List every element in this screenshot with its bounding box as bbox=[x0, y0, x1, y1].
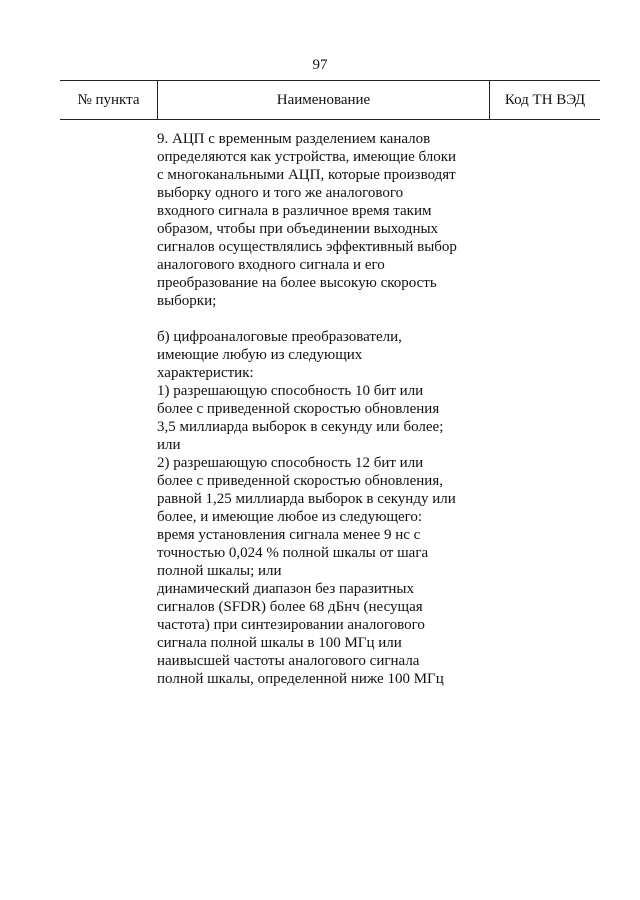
document-body bbox=[157, 130, 517, 688]
column-header-number: № пункта bbox=[60, 81, 158, 119]
column-header-name: Наименование bbox=[158, 81, 490, 119]
column-header-code: Код ТН ВЭД bbox=[504, 91, 586, 108]
page-number: 97 bbox=[312, 57, 328, 73]
paragraph-item-b-dac: б) цифроаналоговые преобразователи, имеющие любую из следующих характеристик: 1) разрешающую способность 10 бит или более с приведенной скоростью обновления 3,5 миллиарда выборок в секунду или более; или 2) разрешающую способность 12 бит или более с приведенной скоростью обновления, равной 1,25 миллиарда выборок в секунду или более, и имеющие любое из следующего: время установления сигнала менее 9 нс с точностью 0,024 % полной шкалы от шага полной шкалы; или динамический диапазон без паразитных сигналов (SFDR) более 68 дБнч (несущая частота) при синтезировании аналогового сигнала полной шкалы в 100 МГц или наивысшей частоты аналогового сигнала полной шкалы, определенной ниже 100 МГц bbox=[157, 329, 456, 687]
table-header bbox=[60, 80, 600, 120]
paragraph-item-9: 9. АЦП с временным разделением каналов определяются как устройства, имеющие блоки с многоканальными АЦП, которые производят выборку одного и того же аналогового входного сигнала в различное время таким образом, чтобы при объединении выходных сигналов осуществлялись эффективный выбор аналогового входного сигнала и его преобразование на более высокую скорость выборки; bbox=[157, 131, 457, 309]
